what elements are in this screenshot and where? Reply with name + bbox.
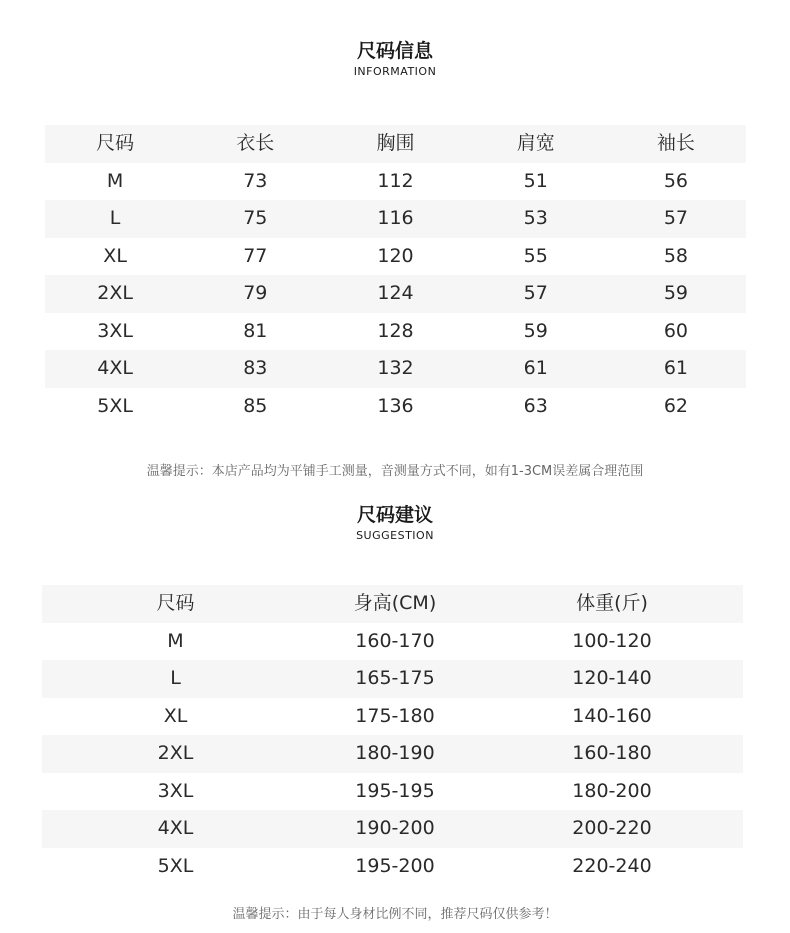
table-row — [42, 698, 743, 736]
table-header-row — [42, 585, 743, 623]
table-cell: 120-140 — [572, 667, 652, 689]
table-row — [45, 200, 746, 238]
table-cell: 81 — [243, 319, 268, 342]
table-cell: 3XL — [97, 319, 133, 342]
table-row — [42, 773, 743, 811]
table-cell: 63 — [523, 394, 548, 417]
header-cell: 体重(斤) — [576, 592, 648, 614]
suggest-section-heading — [0, 503, 790, 543]
table-cell: 57 — [523, 282, 548, 304]
table-row — [45, 238, 746, 276]
table-cell: 5XL — [97, 394, 133, 417]
table-cell: 195-195 — [355, 779, 435, 802]
table-cell: 73 — [243, 169, 268, 192]
table-row — [45, 350, 746, 388]
suggestion-note: 温馨提示：由于每人身材比例不同，推荐尺码仅供参考！ — [232, 907, 558, 922]
table-cell: 83 — [243, 357, 268, 379]
header-cell: 胸围 — [376, 132, 415, 154]
size-suggestion-table — [42, 585, 743, 885]
header-cell: 肩宽 — [516, 132, 555, 154]
info-section-title: 尺码信息 — [356, 40, 433, 62]
table-row — [42, 660, 743, 698]
table-row — [45, 313, 746, 351]
table-row — [42, 848, 743, 886]
table-cell: 160-180 — [572, 742, 652, 764]
table-cell: 4XL — [157, 817, 194, 839]
table-cell: 59 — [523, 319, 548, 342]
table-cell: 136 — [377, 394, 414, 417]
header-cell: 袖长 — [656, 132, 695, 154]
header-cell: 身高(CM) — [353, 592, 437, 614]
table-cell: 51 — [523, 169, 548, 192]
table-cell: 195-200 — [355, 854, 435, 877]
suggest-section-title: 尺码建议 — [356, 504, 433, 526]
table-cell: XL — [163, 704, 188, 727]
table-cell: M — [167, 629, 184, 652]
table-cell: 2XL — [97, 282, 133, 304]
size-info-table — [45, 125, 746, 425]
table-cell: 57 — [663, 207, 688, 229]
table-cell: 56 — [663, 169, 688, 192]
table-row — [45, 163, 746, 201]
table-cell: 75 — [243, 207, 268, 229]
table-cell: 61 — [663, 357, 688, 379]
table-cell: M — [106, 169, 124, 192]
table-cell: L — [109, 207, 121, 229]
table-header-row — [45, 125, 746, 163]
table-cell: 220-240 — [572, 854, 652, 877]
table-cell: 100-120 — [572, 629, 652, 652]
table-cell: 112 — [377, 169, 414, 192]
table-cell: 124 — [377, 282, 414, 304]
table-cell: 120 — [377, 244, 414, 267]
table-row — [45, 275, 746, 313]
table-cell: 128 — [377, 319, 414, 342]
table-cell: 2XL — [157, 742, 194, 764]
table-cell: 58 — [663, 244, 688, 267]
table-cell: 200-220 — [572, 817, 652, 839]
table-cell: 61 — [523, 357, 548, 379]
table-cell: 116 — [377, 207, 414, 229]
table-cell: 3XL — [157, 779, 194, 802]
header-cell: 尺码 — [156, 592, 195, 614]
table-cell: 5XL — [157, 854, 194, 877]
table-cell: XL — [103, 244, 127, 267]
table-cell: 77 — [243, 244, 268, 267]
table-cell: 55 — [523, 244, 548, 267]
suggest-section-subtitle: SUGGESTION — [356, 529, 434, 542]
info-section-heading — [0, 39, 790, 79]
table-cell: 53 — [523, 207, 548, 229]
header-cell: 尺码 — [96, 132, 135, 154]
table-cell: 132 — [377, 357, 414, 379]
table-cell: 140-160 — [572, 704, 652, 727]
table-cell: 175-180 — [355, 704, 435, 727]
table-cell: 79 — [243, 282, 268, 304]
table-cell: 180-200 — [572, 779, 652, 802]
table-cell: 180-190 — [355, 742, 435, 764]
table-cell: 60 — [663, 319, 688, 342]
table-row — [45, 388, 746, 426]
table-row — [42, 810, 743, 848]
table-cell: 160-170 — [355, 629, 435, 652]
table-cell: 59 — [663, 282, 688, 304]
header-cell: 衣长 — [236, 132, 275, 154]
table-cell: L — [170, 667, 181, 689]
measurement-note: 温馨提示：本店产品均为平铺手工测量，音测量方式不同，如有1-3CM误差属合理范围 — [146, 464, 644, 479]
table-cell: 62 — [663, 394, 688, 417]
table-row — [42, 735, 743, 773]
table-cell: 4XL — [97, 357, 133, 379]
table-cell: 190-200 — [355, 817, 435, 839]
table-cell: 165-175 — [355, 667, 435, 689]
table-cell: 85 — [243, 394, 268, 417]
table-row — [42, 623, 743, 661]
info-section-subtitle: INFORMATION — [353, 65, 437, 78]
